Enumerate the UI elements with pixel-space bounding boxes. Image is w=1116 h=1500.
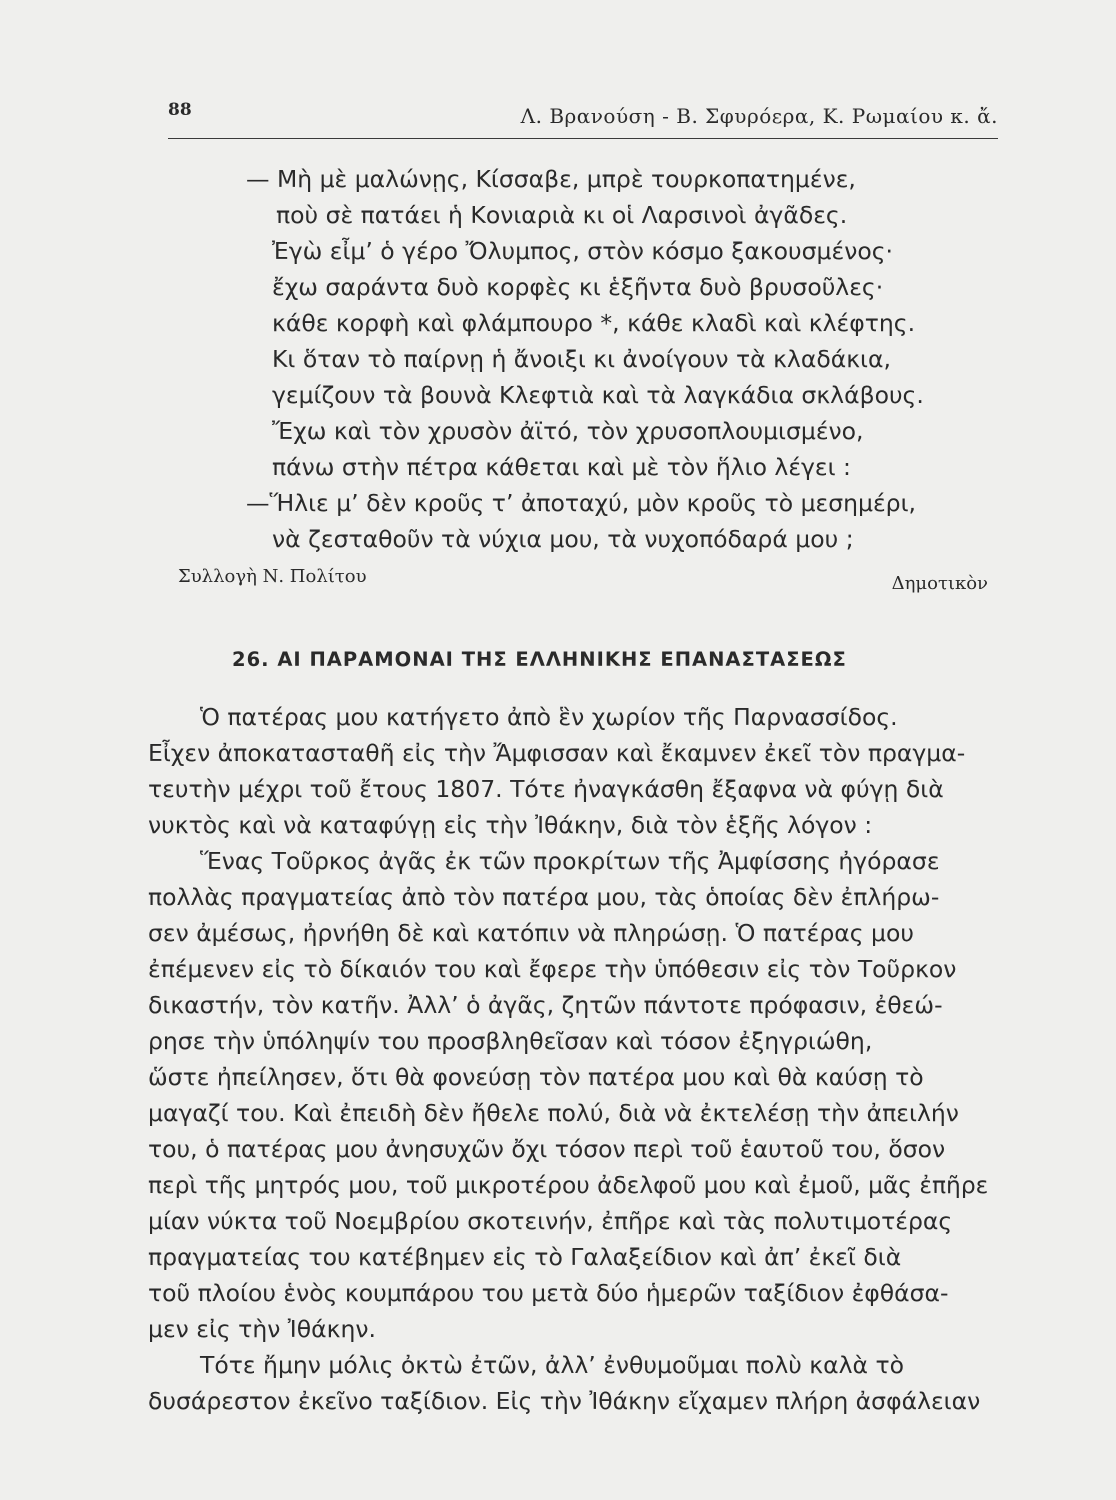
section-title: 26. ΑΙ ΠΑΡΑΜΟΝΑΙ ΤΗΣ ΕΛΛΗΝΙΚΗΣ ΕΠΑΝΑΣΤΑΣΕΩΣ: [232, 648, 847, 671]
prose-line: δυσάρεστον ἐκεῖνο ταξίδιον. Εἰς τὴν Ἰθάκην εἴχαμεν πλήρη ἀσφάλειαν: [148, 1387, 981, 1415]
prose-line: τοῦ πλοίου ἑνὸς κουμπάρου του μετὰ δύο ἡμερῶν ταξίδιον ἐφθάσα-: [148, 1279, 949, 1307]
page-header: [168, 98, 998, 139]
poem-line: — Μὴ μὲ μαλώνῃς, Κίσσαβε, μπρὲ τουρκοπατημένε,: [246, 165, 856, 193]
prose-line: πραγματείας του κατέβημεν εἰς τὸ Γαλαξείδιον καὶ ἀπ’ ἐκεῖ διὰ: [148, 1243, 902, 1271]
poem-line: Ἔχω καὶ τὸν χρυσὸν ἀϊτό, τὸν χρυσοπλουμισμένο,: [272, 417, 864, 445]
prose-line: πολλὰς πραγματείας ἀπὸ τὸν πατέρα μου, τὰς ὁποίας δὲν ἐπλήρω-: [148, 883, 940, 911]
prose-line: περὶ τῆς μητρός μου, τοῦ μικροτέρου ἀδελφοῦ μου καὶ ἐμοῦ, μᾶς ἐπῆρε: [148, 1171, 989, 1199]
prose-line: ρησε τὴν ὑπόληψίν του προσβληθεῖσαν καὶ τόσον ἐξηγριώθη,: [148, 1027, 873, 1055]
poem-line: ποὺ σὲ πατάει ἡ Κονιαριὰ κι οἱ Λαρσινοὶ ἀγᾶδες.: [276, 201, 848, 229]
prose-line: ἐπέμενεν εἰς τὸ δίκαιόν του καὶ ἔφερε τὴν ὑπόθεσιν εἰς τὸν Τοῦρκον: [148, 955, 957, 983]
prose-line: του, ὁ πατέρας μου ἀνησυχῶν ὄχι τόσον περὶ τοῦ ἑαυτοῦ του, ὅσον: [148, 1135, 946, 1163]
running-head: Λ. Βρανούση - Β. Σφυρόερα, Κ. Ρωμαίου κ. ἄ.: [520, 104, 998, 128]
poem-line: γεμίζουν τὰ βουνὰ Κλεφτιὰ καὶ τὰ λαγκάδια σκλάβους.: [272, 381, 924, 409]
source-type: Δημοτικὸν: [891, 573, 988, 594]
prose-line: τευτὴν μέχρι τοῦ ἔτους 1807. Τότε ἠναγκάσθη ἔξαφνα νὰ φύγῃ διὰ: [148, 775, 944, 803]
prose-line: μαγαζί του. Καὶ ἐπειδὴ δὲν ἤθελε πολύ, διὰ νὰ ἐκτελέσῃ τὴν ἀπειλήν: [148, 1099, 959, 1127]
prose-line: Τότε ἤμην μόλις ὀκτὼ ἐτῶν, ἀλλ’ ἐνθυμοῦμαι πολὺ καλὰ τὸ: [200, 1351, 905, 1379]
prose-line: Εἶχεν ἀποκατασταθῆ εἰς τὴν Ἄμφισσαν καὶ ἔκαμνεν ἐκεῖ τὸν πραγμα-: [148, 739, 966, 767]
poem-line: πάνω στὴν πέτρα κάθεται καὶ μὲ τὸν ἥλιο λέγει :: [272, 453, 851, 481]
poem-line: Κι ὅταν τὸ παίρνῃ ἡ ἄνοιξι κι ἀνοίγουν τὰ κλαδάκια,: [272, 345, 891, 373]
source-collection: Συλλογὴ Ν. Πολίτου: [178, 566, 367, 587]
poem-line: —Ἥλιε μ’ δὲν κροῦς τ’ ἀποταχύ, μὸν κροῦς τὸ μεσημέρι,: [246, 489, 917, 517]
prose-line: μίαν νύκτα τοῦ Νοεμβρίου σκοτεινήν, ἐπῆρε καὶ τὰς πολυτιμοτέρας: [148, 1207, 953, 1235]
prose-line: σεν ἀμέσως, ἠρνήθη δὲ καὶ κατόπιν νὰ πληρώσῃ. Ὁ πατέρας μου: [148, 919, 914, 947]
poem-line: ἔχω σαράντα δυὸ κορφὲς κι ἑξῆντα δυὸ βρυσοῦλες·: [272, 273, 884, 301]
prose-line: ὥστε ἠπείλησεν, ὅτι θὰ φονεύσῃ τὸν πατέρα μου καὶ θὰ καύσῃ τὸ: [148, 1063, 924, 1091]
poem-line: Ἐγὼ εἶμ’ ὁ γέρο Ὄλυμπος, στὸν κόσμο ξακουσμένος·: [272, 237, 893, 265]
prose-line: μεν εἰς τὴν Ἰθάκην.: [148, 1315, 376, 1343]
page-number: 88: [168, 100, 192, 120]
prose-line: Ἕνας Τοῦρκος ἀγᾶς ἐκ τῶν προκρίτων τῆς Ἀμφίσσης ἠγόρασε: [200, 847, 940, 875]
poem-line: κάθε κορφὴ καὶ φλάμπουρο *, κάθε κλαδὶ καὶ κλέφτης.: [272, 309, 916, 337]
prose-line: δικαστήν, τὸν κατῆν. Ἀλλ’ ὁ ἀγᾶς, ζητῶν πάντοτε πρόφασιν, ἐθεώ-: [148, 991, 943, 1019]
prose-line: Ὁ πατέρας μου κατήγετο ἀπὸ ἓν χωρίον τῆς Παρνασσίδος.: [200, 703, 898, 731]
poem-line: νὰ ζεσταθοῦν τὰ νύχια μου, τὰ νυχοπόδαρά μου ;: [272, 525, 854, 553]
prose-line: νυκτὸς καὶ νὰ καταφύγῃ εἰς τὴν Ἰθάκην, διὰ τὸν ἑξῆς λόγον :: [148, 811, 873, 839]
